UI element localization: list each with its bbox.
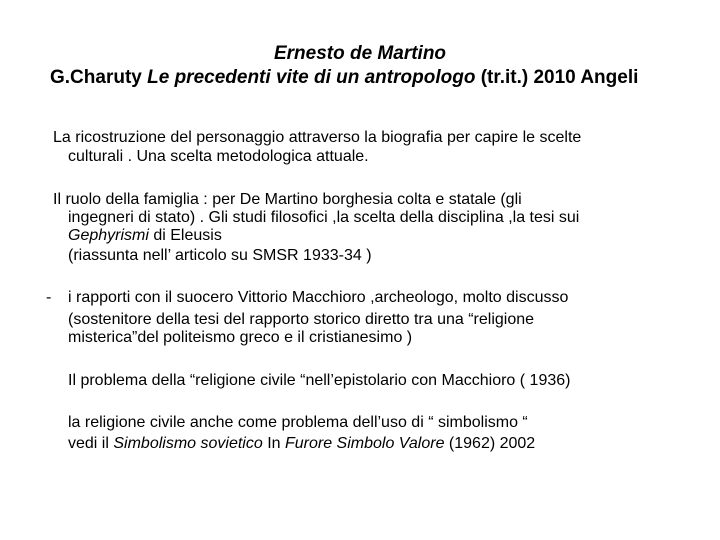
para1-line-2: culturali . Una scelta metodologica attuale. (68, 148, 369, 165)
in-text: In (262, 435, 285, 452)
vedi-il: vedi il (68, 435, 114, 452)
eleusis: di Eleusis (148, 227, 222, 244)
dash-bullet: - (46, 289, 52, 306)
para3-line-1: i rapporti con il suocero Vittorio Macchioro ,archeologo, molto discusso (68, 289, 569, 306)
para3-line-2: (sostenitore della tesi del rapporto storico diretto tra una “religione (68, 311, 535, 328)
furore-title: Furore Simbolo Valore (284, 435, 445, 452)
book-title: Le precedenti vite di un antropologo (147, 67, 476, 88)
para5-line-2 (68, 434, 535, 454)
title-line-1: Ernesto de Martino (273, 43, 447, 64)
para1-line-1: La ricostruzione del personaggio attraverso la biografia per capire le scelte (53, 129, 582, 146)
para2-line-1: Il ruolo della famiglia : per De Martino borghesia colta e statale (gli (53, 191, 522, 208)
author: G.Charuty (50, 67, 148, 88)
gephyrismi: Gephyrismi (68, 227, 149, 244)
para4-line-1: Il problema della “religione civile “nell’epistolario con Macchioro ( 1936) (68, 372, 571, 389)
title-line-2 (50, 66, 638, 90)
para2-line-4: (riassunta nell’ articolo su SMSR 1933-34 ) (68, 247, 372, 264)
para5-line-1: la religione civile anche come problema dell’uso di “ simbolismo “ (68, 414, 528, 431)
years: (1962) 2002 (444, 435, 536, 452)
edition: (tr.it.) 2010 Angeli (475, 67, 639, 88)
simbolismo-sovietico: Simbolismo sovietico (113, 435, 263, 452)
para2-line-3 (68, 226, 222, 246)
para3-line-3: misterica”del politeismo greco e il cristianesimo ) (68, 329, 413, 346)
para2-line-2: ingegneri di stato) . Gli studi filosofici ,la scelta della disciplina ,la tesi sui (68, 209, 580, 226)
